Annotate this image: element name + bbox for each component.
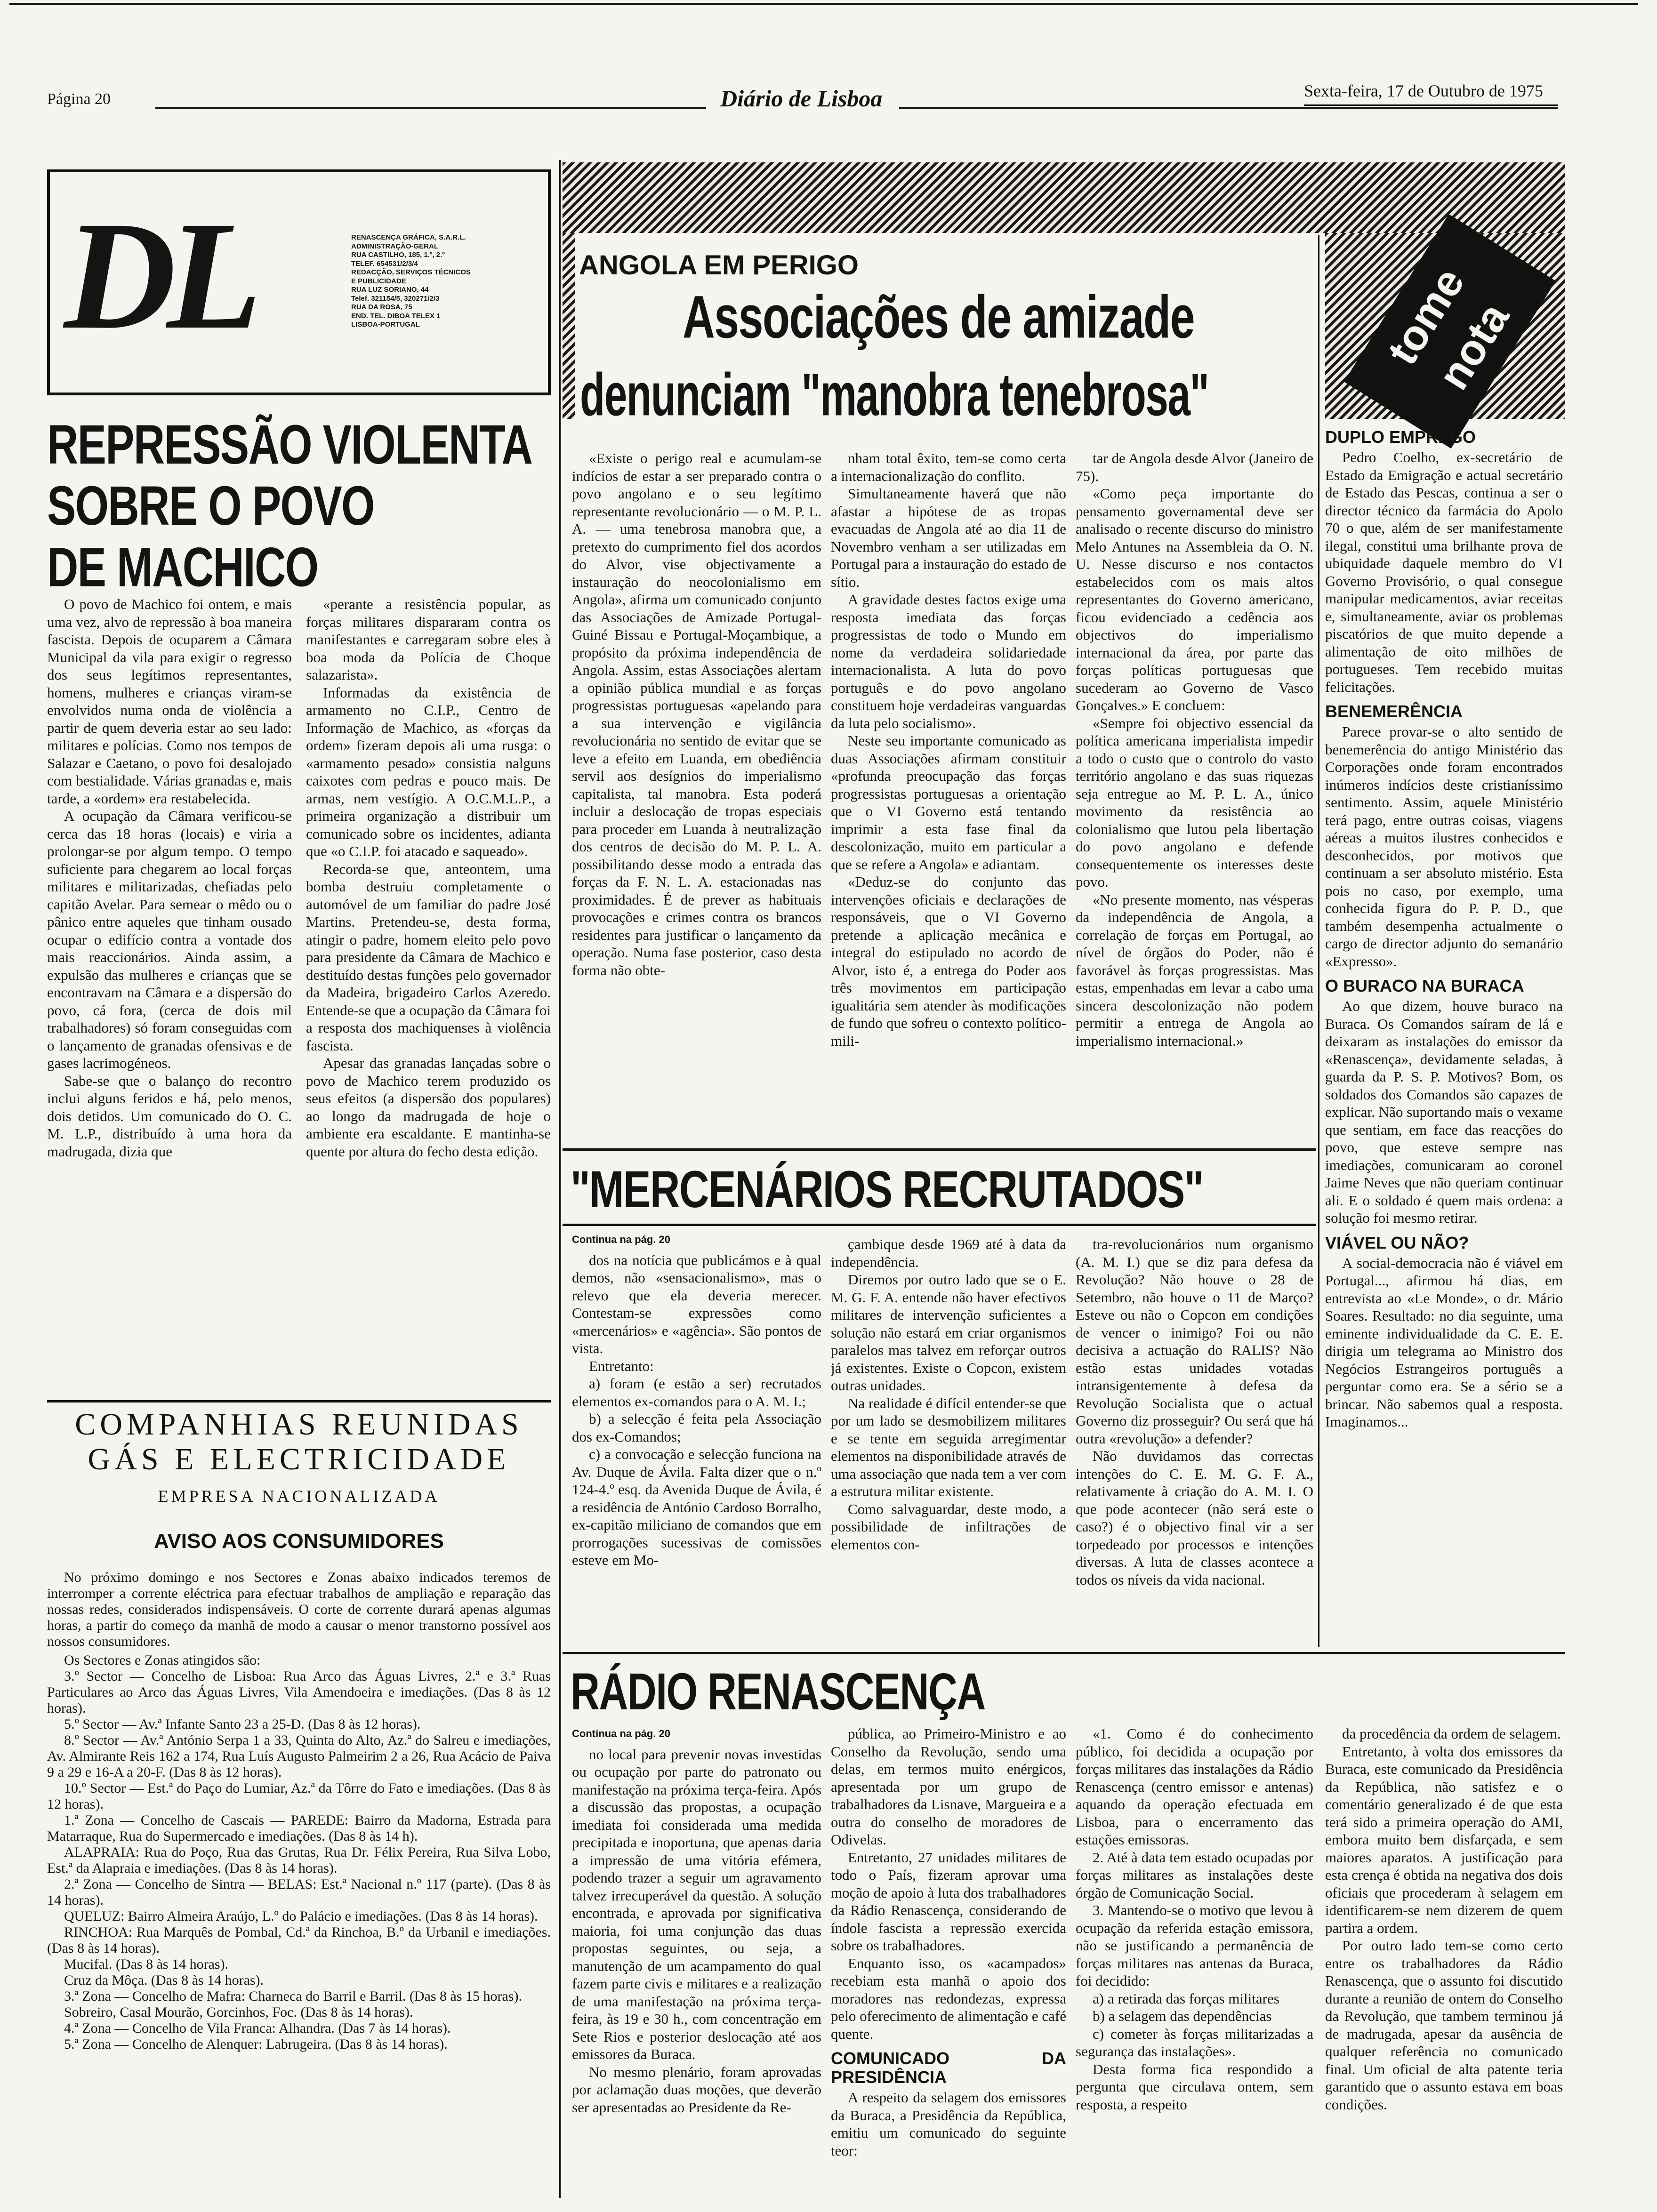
paragraph: c) cometer às forças militarizadas a segurança das instalações».	[1076, 2025, 1313, 2060]
mercenarios-rule-bottom	[563, 1224, 1316, 1226]
paragraph: «Deduz-se do conjunto das intervenções oficiais e declarações de responsáveis, que o VI Governo pretende a aplicação mecânica e integral do estipulado no acordo de Alvor, isto é, a entrega do Poder aos três movimentos em participação igualitária sem atender às modificações de fundo que sofreu o contexto político-mili-	[831, 874, 1066, 1049]
mercenarios-continued: Continua na pág. 20	[572, 1234, 671, 1245]
paragraph: Não duvidamos das correctas intenções do C. E. M. G. F. A., relativamente à criação do A. M. I. O que pode acontecer (não será este o caso?) é o objectivo final vir a ser torpedeado por processos e intenções diversas. A luta de classes acontece a todos os níveis da vida nacional.	[1076, 1448, 1313, 1588]
paragraph: nham total êxito, tem-se como certa a internacionalização do conflito.	[831, 450, 1066, 484]
paragraph: dos na notícia que publicámos e à qual demos, não «sensacionalismo», mas o relevo que ela deveria merecer. Contestam-se expressões como «mercenários» e «agência». São pontos de vista.	[572, 1251, 821, 1356]
paragraph: b) a selagem das dependências	[1093, 2008, 1272, 2024]
angola-headline-2: denunciam "manobra tenebrosa"	[580, 361, 1209, 428]
paragraph: Enquanto isso, os «acampados» recebiam esta manhã o apoio dos moradores nas redondezas, expressa pelo oferecimento de alimentação e café quente.	[831, 1955, 1066, 2042]
angola-kicker: ANGOLA EM PERIGO	[579, 250, 859, 281]
paragraph: «Como peça importante do pensamento governamental deve ser analisado o recente discurso do ministro Melo Antunes na Assembleia da O. N. U. Nesse discurso e nos contactos estabelecidos com os mais altos representantes do Governo americano, ficou evidenciado a cedência aos objectivos do imperialismo internacional da área, por parte das forças políticas portuguesas que sucederam ao Governo de Vasco Gonçalves.» E concluem:	[1076, 485, 1313, 713]
paragraph: A gravidade destes factos exige uma resposta imediata das forças progressistas de todo o Mundo em nome da verdadeira solidariedade internacionalista. A luta do povo português e do povo angolano constituem hoje verdadeiras vanguardas da luta pelo socialismo».	[831, 591, 1066, 731]
paragraph: a) foram (e estão a ser) recrutados elementos ex-comandos para o A. M. I.;	[572, 1375, 821, 1410]
radio-col-4	[1325, 1725, 1563, 2210]
paragraph: 2. Até à data tem estado ocupadas por forças militares as instalações deste órgão de Comunicação Social.	[1076, 1849, 1313, 1901]
duplo-emprego-title: DUPLO EMPREGO	[1325, 427, 1476, 447]
paragraph: No mesmo plenário, foram aprovadas por aclamação duas moções, que deverão ser apresentadas ao Presidente da Re-	[572, 2063, 821, 2116]
paragraph: Entretanto, à volta dos emissores da Buraca, este comunicado da Presidência da República, não satisfez e o comentário generalizado é de que esta terá sido a primeira operação do AMI, embora muito bem disfarçada, e sem maiores aparatos. A justificação para esta crença é obtida na negativa dos dois oficiais que procederam à selagem em identificarem-se nem dizerem de quem partira a ordem.	[1325, 1743, 1563, 1936]
radio-col-3	[1076, 1725, 1313, 2210]
issue-date: Sexta-feira, 17 de Outubro de 1975	[1304, 81, 1543, 100]
radio-headline: RÁDIO RENASCENÇA	[571, 1663, 985, 1721]
machico-headline: REPRESSÃO VIOLENTA SOBRE O POVO DE MACHICO	[47, 413, 532, 598]
mercenarios-col-3	[1076, 1235, 1313, 1654]
paragraph: Desta forma fica respondido a pergunta que circulava ontem, sem resposta, a respeito	[1076, 2060, 1313, 2113]
paragraph: Como salvaguardar, deste modo, a possibilidade de infiltrações de elementos con-	[831, 1500, 1066, 1553]
paragraph: 3. Mantendo-se o motivo que levou à ocupação da referida estação emissora, não se justificando a permanência de forças militares nas antenas da Buraca, foi decidido:	[1076, 1902, 1313, 1989]
paragraph: «Sempre foi objectivo essencial da política americana imperialista impedir a todo o custo que o controlo do vasto território angolano e das suas riquezas seja entregue ao M. P. L. A., único movimento da resistência ao colonialismo que lutou pela libertação do povo angolano e defende consequentemente os interesses deste povo.	[1076, 714, 1313, 890]
angola-col-3	[1076, 449, 1313, 1146]
header-rule-left	[155, 107, 706, 109]
tome-nota-body: DUPLO EMPREGO Pedro Coelho, ex-secretário de Estado da Emigração e actual secretário de Estado das Pescas, continua a ser o director técnico da farmácia do Apolo 70 o que, além de ser manifestamente ilegal, constitui uma brilhante prova de ubiquidade daquele membro do VI Governo Provisório, o qual consegue manipular medicamentos, aviar receitas e, simultaneamente, aviar os problemas piscatórios de que muito depende a alimentação de oito milhões de portugueses. Tem recebido muitas felicitações. BENEMERÊNCIA Parece provar-se o alto sentido de benemerência do antigo Ministério das Corporações onde foram encontrados inúmeros indícios deste cristianíssimo sentimento. Assim, aquele Ministério terá pago, entre outras coisas, viagens aéreas a muitos ilustres conhecidos e desconhecidos, por motivos que continuam a ser absoluto mistério. Esta pois no caso, por exemplo, uma conhecida figura do P. P. D., que também desempenha actualmente o cargo de director adjunto do semanário «Expresso». O BURACO NA BURACA Ao que dizem, houve buraco na Buraca. Os Comandos saíram de lá e deixaram as instalações do emissor da «Renascença», devidamente seladas, à guarda da P. S. P. Motivos? Bom, os soldados dos Comandos são capazes de explicar. Não suportando mais o vexame que sentiam, em face das reacções do povo, que esteve sempre nas imediações, comunicaram ao coronel Jaime Neves que não queriam continuar ali. E o soldado é quem mais ordena: a solução foi mesmo retirar. VIÁVEL OU NÃO? A social-democracia não é viável em Portugal..., afirmou há dias, em entrevista ao «Le Monde», o dr. Mário Soares. Resultado: no dia seguinte, uma eminente individualidade da C. E. E. dirigia um telegrama ao Ministro dos Negócios Estrangeiros português a perguntar como era. Se a sério se a brincar. Não sabemos qual a resposta. Imaginamos...	[1325, 427, 1563, 1430]
machico-col-1	[47, 595, 292, 1391]
companhias-body: No próximo domingo e nos Sectores e Zonas abaixo indicados teremos de interromper a corrente eléctrica para efectuar trabalhos de ampliação e reparação das nossas redes, considerados indispensáveis. O corte de corrente durará apenas algumas horas, a partir do começo da manhã de modo a causar o menor transtorno possível aos nossos consumidores. Os Sectores e Zonas atingidos são: 3.º Sector — Concelho de Lisboa: Rua Arco das Águas Livres, 2.ª e 3.ª Ruas Particulares ao Arco das Águas Livres, Vila Amendoeira e imediações. (Das 8 às 12 horas). 5.º Sector — Av.ª Infante Santo 23 a 25-D. (Das 8 às 12 horas). 8.º Sector — Av.ª António Serpa 1 a 33, Quinta do Alto, Az.ª do Salreu e imediações, Av. Almirante Reis 162 a 174, Rua Luís Augusto Palmeirim 2 a 26, Rua Acácio de Paiva 9 a 29 e 16-A a 20-F. (Das 8 às 12 horas). 10.º Sector — Est.ª do Paço do Lumiar, Az.ª da Tôrre do Fato e imediações. (Das 8 às 12 horas). 1.ª Zona — Concelho de Cascais — PAREDE: Bairro da Madorna, Estrada para Matarraque, Rua do Supermercado e imediações. (Das 8 às 14 h). ALAPRAIA: Rua do Poço, Rua das Grutas, Rua Dr. Félix Pereira, Rua Silva Lobo, Est.ª da Alapraia e imediações. (Das 8 às 14 horas). 2.ª Zona — Concelho de Sintra — BELAS: Est.ª Nacional n.º 117 (parte). (Das 8 às 14 horas). QUELUZ: Bairro Almeira Araújo, L.º do Palácio e imediações. (Das 8 às 14 horas). RINCHOA: Rua Marquês de Pombal, Cd.ª da Rinchoa, B.º da Urbanil e imediações. (Das 8 às 14 horas). Mucifal. (Das 8 às 14 horas). Cruz da Môça. (Das 8 às 14 horas). 3.ª Zona — Concelho de Mafra: Charneca do Barril e Barril. (Das 8 às 15 horas). Sobreiro, Casal Mourão, Gorcinhos, Foc. (Das 8 às 14 horas). 4.ª Zona — Concelho de Vila Franca: Alhandra. (Das 7 às 14 horas). 5.ª Zona — Concelho de Alenquer: Labrugeira. (Das 8 às 14 horas).	[47, 1570, 551, 2052]
radio-rule-top	[563, 1652, 1565, 1654]
masthead-info: RENASCENÇA GRÁFICA, S.A.R.L. ADMINISTRAÇÃO-GERAL RUA CASTILHO, 185, 1.º, 2.º TELEF. 654531/2/3/4 REDACÇÃO, SERVIÇOS TÉCNICOS E PUBLICIDADE RUA LUZ SORIANO, 44 Telef. 321154/5, 320271/2/3 RUA DA ROSA, 75 END. TEL. DIBOA TELEX 1 LISBOA-PORTUGAL	[351, 233, 471, 329]
paragraph: Entretanto:	[589, 1357, 654, 1374]
paragraph: çambique desde 1969 até à data da independência.	[831, 1236, 1066, 1270]
paragraph: Entretanto, 27 unidades militares de todo o País, fizeram aprovar uma moção de apoio à luta dos trabalhadores da Rádio Renascença, considerando de índole fascista a repressão exercida sobre os trabalhadores.	[831, 1849, 1066, 1954]
hatched-banner	[563, 162, 1565, 233]
mercenarios-rule-top	[563, 1148, 1316, 1151]
paragraph: b) a selecção é feita pela Associação dos ex-Comandos;	[572, 1411, 821, 1445]
radio-col-2: pública, ao Primeiro-Ministro e ao Conselho da Revolução, sendo uma delas, em termos muito enérgicos, apresentada por um grupo de trabalhadores da Lisnave, Margueira e a outra do conselho de moradores de Odivelas. Entretanto, 27 unidades militares de todo o País, fizeram aprovar uma moção de apoio à luta dos trabalhadores da Rádio Renascença, considerando de índole fascista a repressão exercida sobre os trabalhadores. Enquanto isso, os «acampados» recebiam esta manhã o apoio dos moradores nas redondezas, expressa pelo oferecimento de alimentação e café quente. COMUNICADO DA PRESIDÊNCIA A respeito da selagem dos emissores da Buraca, a Presidência da República, emitiu um comunicado do seguinte teor:	[831, 1725, 1066, 2159]
radio-continued: Continua na pág. 20	[572, 1728, 671, 1739]
paragraph: Na realidade é difícil entender-se que por um lado se desmobilizem militares e se tente em seguida arregimentar elementos na disponibilidade através de uma associação que nada tem a ver com a estrutura militar existente.	[831, 1395, 1066, 1499]
paragraph: a) a retirada das forças militares	[1093, 1990, 1279, 2007]
page-number: Página 20	[47, 90, 111, 108]
top-border	[9, 3, 1638, 5]
paragraph: Neste seu importante comunicado as duas Associações afirmam constituir «profunda preocupação das forças progressistas portuguesas a orientação que o VI Governo está tentando imprimir a esta fase final da descolonização, muito em particular a que se refere a Angola» e adiantam.	[831, 732, 1066, 873]
buraco-title: O BURACO NA BURACA	[1325, 976, 1524, 995]
paragraph: Sabe-se que o balanço do recontro inclui alguns feridos e há, pelo menos, dois detidos. Um comunicado do O. C. M. L.P., distribuído à uma hora da madrugada, dizia que	[47, 1072, 292, 1160]
paragraph: Diremos por outro lado que se o E. M. G. F. A. entende não haver efectivos militares de intervenção suficientes a solução não estará em criar organismos paralelos mas talvez em reforçar outros já existentes. Existe o Copcon, existem outras unidades.	[831, 1271, 1066, 1394]
paragraph: Simultaneamente haverá que não afastar a hipótese de as tropas evacuadas de Angola até ao dia 11 de Novembro venham a ser utilizadas em Portugal para a instauração do estado de sítio.	[831, 485, 1066, 590]
header-rule-right	[899, 107, 1558, 109]
angola-col-1	[572, 449, 821, 1146]
hatched-left-edge	[563, 233, 575, 419]
companhias-title-2: GÁS E ELECTRICIDADE	[88, 1442, 510, 1476]
paragraph: no local para prevenir novas investidas ou ocupação por parte do patronato ou manifestação na próxima terça-feira. Após a discussão das propostas, a ocupação imediata foi considerada uma medida precipitada e inoportuna, que apenas daria a impressão de uma vitória efémera, podendo trazer a seguir um agravamento talvez irrecuperável da questão. A solução encontrada, e aprovada por significativa maioria, foi uma conjunção das duas propostas seguintes, ou seja, a manutenção de um acampamento do qual fazem parte civis e militares e a realização de uma manifestação na próxima terça-feira, às 19 e 30 h., com concentração em Sete Rios e posterior deslocação até aos emissores da Buraca.	[572, 1746, 821, 2062]
newspaper-title: Diário de Lisboa	[720, 85, 883, 112]
column-rule-left	[559, 160, 561, 2198]
paragraph: pública, ao Primeiro-Ministro e ao Conselho da Revolução, sendo uma delas, em termos muito enérgicos, apresentada por um grupo de trabalhadores da Lisnave, Margueira e a outra do conselho de moradores de Odivelas.	[831, 1725, 1066, 1848]
viavel-title: VIÁVEL OU NÃO?	[1325, 1233, 1469, 1252]
paragraph: Por outro lado tem-se como certo entre os trabalhadores da Rádio Renascença, que o assunto foi discutido durante a reunião de ontem do Conselho da Revolução, que tambem terminou já de madrugada, apesar da ausência de qualquer referência no comunicado final. Um oficial de alta patente teria garantido que o assunto estava em boas condições.	[1325, 1937, 1563, 2113]
benemerencia-title: BENEMERÊNCIA	[1325, 702, 1463, 721]
paragraph: «Existe o perigo real e acumulam-se indícios de estar a ser preparado contra o povo angolano e o seu legítimo representante revolucionário — o M. P. L. A. — uma tenebrosa manobra que, a pretexto do cumprimento fiel dos acordos do Alvor, vise objectivamente a instauração do neocolonialismo em Angola», afirma um comunicado conjunto das Associações de Amizade Portugal-Guiné Bissau e Portugal-Moçambique, a propósito da próxima independência de Angola. Assim, estas Associações alertam a opinião pública mundial e as forças progressistas portuguesas «apelando para a sua intervenção e vigilância revolucionária no sentido de evitar que se leve a efeito em Luanda, em obediência servil aos desígnios do imperialismo capitalista, tal manobra. Esta poderá incluir a deslocação de tropas especiais para proceder em Luanda à neutralização dos centros de decisão do M. P. L. A. possibilitando desse modo a entrada das forças da F. N. L. A. estacionadas nas proximidades. É de prever as habituais provocações e crimes contra os brancos residentes para justificar o lançamento da operação. Numa fase posterior, caso desta forma não obte-	[572, 450, 821, 978]
column-rule-right	[1318, 235, 1319, 1647]
paragraph: c) a convocação e selecção funciona na Av. Duque de Ávila. Falta dizer que o n.º 124-4.º esq. da Avenida Duque de Ávila, é a residência de António Cardoso Borralho, ex-capitão milicianο de comandos que em prorrogações sucessivas de comissões esteve em Mo-	[572, 1446, 821, 1568]
mercenarios-col-2	[831, 1235, 1066, 1654]
paragraph: O povo de Machico foi ontem, e mais uma vez, alvo de repressão à boa maneira fascista. Depois de ocuparem a Câmara Municipal da vila para exigir o regresso dos seus legítimos representantes, homens, mulheres e crianças viram-se envolvidos numa onda de violência a partir de quem deveria estar ao seu lado: militares e polícias. Como nos tempos de Salazar e Caetano, o povo foi desalojado com bestialidade. Várias granadas e, mais tarde, a «ordem» era restabelecida.	[47, 596, 292, 807]
radio-col-1	[572, 1725, 821, 2210]
masthead-box	[47, 169, 551, 395]
angola-col-2	[831, 449, 1066, 1146]
paragraph: da procedência da ordem de selagem.	[1342, 1725, 1561, 1742]
paragraph: Apesar das granadas lançadas sobre o povo de Machico terem produzido os seus efeitos (a dispersão dos populares) ao longo da madrugada de hoje o ambiente era escaldante. E mantinha-se quente por altura do fecho desta edição.	[306, 1055, 551, 1160]
machico-col-2	[306, 595, 551, 1391]
paragraph: «No presente momento, nas vésperas da independência de Angola, a correlação de forças em Portugal, ao nível de órgãos do Poder, não é favorável às forças progressistas. Mas estas, empenhadas em levar a cabo uma sincera descolonização não podem permitir a entrega de Angola ao imperialismo internacional.»	[1076, 891, 1313, 1049]
paragraph: tra-revolucionários num organismo (A. M. I.) que se diz para defesa da Revolução? Não houve o 28 de Setembro, não houve o 11 de Março? Esteve ou não o Copcon em condições de vencer o inimigo? Foi ou não decisiva a actuação do RALIS? Não estão estas unidades votadas intransigentemente à defesa da Revolução Socialista que o actual Governo diz prosseguir? Ou será que há outra «revolução» a defender?	[1076, 1236, 1313, 1447]
companhias-subtitle: EMPRESA NACIONALIZADA	[158, 1487, 440, 1506]
paragraph: «perante a resistência popular, as forças militares dispararam contra os manifestantes e carregaram sobre eles à boa moda da Polícia de Choque salazarista».	[306, 596, 551, 683]
tome-nota-label: tome nota	[1344, 214, 1556, 449]
angola-headline-1: Associações de amizade	[683, 283, 1195, 351]
header-rule-right2	[1304, 104, 1558, 106]
comunicado-title: COMUNICADO DA PRESIDÊNCIA	[831, 2049, 1066, 2087]
paragraph: A ocupação da Câmara verificou-se cerca das 18 horas (locais) e viria a prolongar-se por algum tempo. O tempo suficiente para chegarem ao local forças militares e militarizadas, chefiadas pelo capitão Avelar. Para semear o mêdo ou o pânico entre aqueles que tinham ousado ocupar o edifício contra a vontade dos mais reaccionários. Ainda assim, a expulsão das mulheres e crianças que se encontravam na Câmara e a dispersão do povo, cá fora, (cerca de dois mil trabalhadores) só foram conseguidas com o lançamento de granadas ofensivas e de gases lacrimogéneos.	[47, 808, 292, 1071]
paragraph: tar de Angola desde Alvor (Janeiro de 75).	[1076, 450, 1313, 484]
mercenarios-col-1	[572, 1231, 821, 1654]
aviso-title: AVISO AOS CONSUMIDORES	[153, 1530, 444, 1553]
paragraph: «1. Como é do conhecimento público, foi decidida a ocupação por forças militares das instalações da Rádio Renascença (centro emissor e antenas) aquando da operação efectuada em Lisboa, para o encerramento das estações emissoras.	[1076, 1725, 1313, 1848]
paragraph: Informadas da existência de armamento no C.I.P., Centro de Informação de Machico, as «forças da ordem» fizeram depois ali uma rusga: o «armamento pesado» consistia nalguns caixotes com pedras e pouco mais. De armas, nem vestígio. A O.C.M.L.P., a primeira organização a distribuir um comunicado sobre os incidentes, adianta que «o C.I.P. foi atacado e saqueado».	[306, 684, 551, 859]
companhias-top-rule	[47, 1400, 551, 1403]
mercenarios-headline: "MERCENÁRIOS RECRUTADOS"	[571, 1161, 1203, 1218]
companhias-title-1: COMPANHIAS REUNIDAS	[75, 1407, 523, 1442]
paragraph: Recorda-se que, anteontem, uma bomba destruiu completamente o automóvel de um familiar do padre José Martins. Pretendeu-se, desta forma, atingir o padre, homem eleito pelo povo para presidente da Câmara de Machico e destituído destas funções pelo governador da Madeira, brigadeiro Carlos Azeredo. Entende-se que a ocupação da Câmara foi a resposta dos machiquenses à violência fascista.	[306, 860, 551, 1054]
dl-logo: DL	[64, 190, 252, 361]
